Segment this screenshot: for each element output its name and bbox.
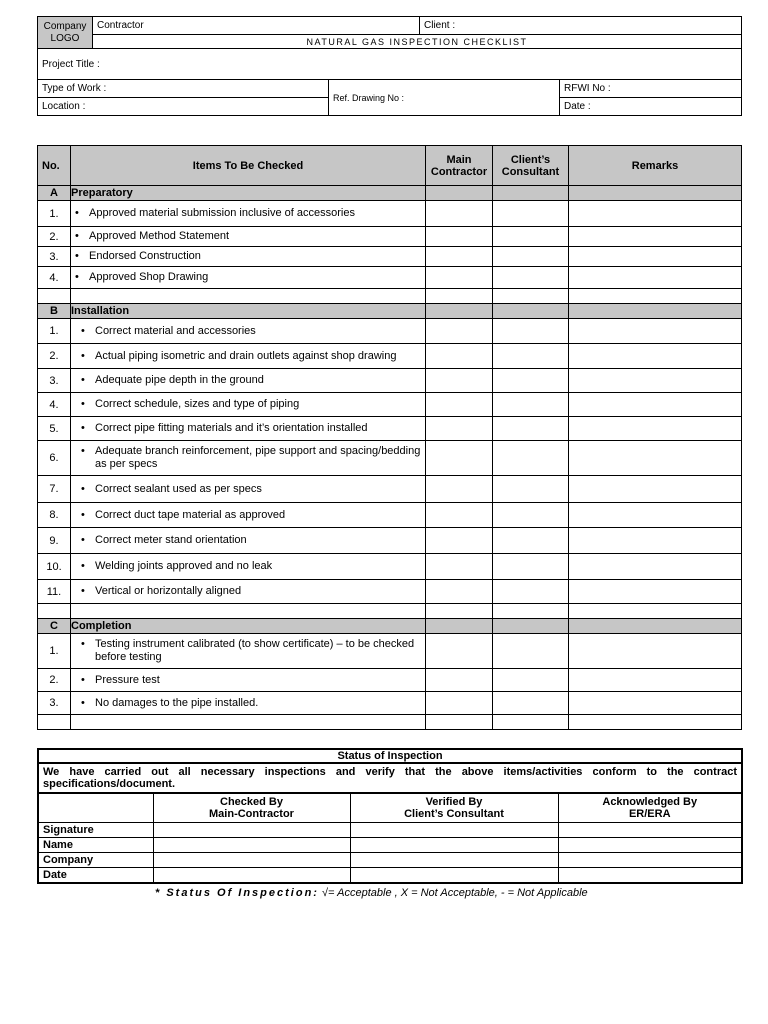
item-number: 1. (38, 319, 71, 344)
client-consultant-cell[interactable] (493, 503, 569, 528)
item-number: 2. (38, 669, 71, 692)
bullet-icon (81, 509, 95, 522)
checklist-body (38, 186, 742, 730)
item-text (75, 230, 421, 243)
item-text (75, 585, 421, 598)
item-text-cell (71, 692, 426, 715)
section-cell (493, 186, 569, 201)
verified-by-cell[interactable] (350, 838, 558, 853)
item-text (75, 271, 421, 284)
blank-row (38, 604, 742, 619)
section-cell (569, 304, 742, 319)
item-label: Testing instrument calibrated (to show certificate) – to be checked before testing (95, 638, 415, 663)
item-number: 4. (38, 267, 71, 289)
main-contractor-cell[interactable] (426, 417, 493, 441)
header-table (37, 16, 742, 116)
status-row (38, 868, 742, 884)
item-number: 11. (38, 580, 71, 604)
item-text-cell (71, 247, 426, 267)
client-field[interactable]: Client : (420, 17, 742, 35)
verified-by-label: Verified By (425, 796, 483, 808)
main-contractor-cell[interactable] (426, 528, 493, 554)
item-label: Correct material and accessories (95, 324, 256, 337)
main-contractor-cell[interactable] (426, 441, 493, 476)
item-number: 9. (38, 528, 71, 554)
item-text (75, 422, 421, 435)
item-number: 2. (38, 344, 71, 369)
blank-cell (71, 289, 426, 304)
item-number: 2. (38, 227, 71, 247)
blank-cell (493, 715, 569, 730)
client-consultant-cell[interactable] (493, 580, 569, 604)
remarks-cell[interactable] (569, 692, 742, 715)
item-text-cell (71, 369, 426, 393)
remarks-cell[interactable] (569, 369, 742, 393)
item-text-cell (71, 503, 426, 528)
bullet-icon (81, 374, 95, 387)
client-consultant-cell[interactable] (493, 634, 569, 669)
table-row (38, 369, 742, 393)
status-title: Status of Inspection (38, 749, 742, 763)
main-contractor-cell[interactable] (426, 369, 493, 393)
status-row-label: Date (38, 868, 153, 884)
main-contractor-cell[interactable] (426, 227, 493, 247)
item-text (75, 350, 421, 363)
bullet-icon (81, 445, 95, 458)
item-label: Pressure test (95, 673, 160, 686)
item-text (75, 509, 421, 522)
table-row (38, 503, 742, 528)
section-row (38, 186, 742, 201)
col-items-header: Items To Be Checked (71, 146, 426, 186)
status-statement: We have carried out all necessary inspections and verify that the above items/activities conform to the contract specifications/document. (38, 763, 742, 793)
remarks-cell[interactable] (569, 634, 742, 669)
status-row-label: Signature (38, 823, 153, 838)
item-text (75, 325, 421, 338)
checked-by-header (153, 793, 350, 823)
item-label: Correct meter stand orientation (95, 534, 247, 546)
remarks-cell[interactable] (569, 227, 742, 247)
main-contractor-cell[interactable] (426, 319, 493, 344)
client-consultant-cell[interactable] (493, 528, 569, 554)
document-title: NATURAL GAS INSPECTION CHECKLIST (93, 35, 742, 49)
blank-cell (38, 604, 71, 619)
bullet-icon (81, 560, 95, 573)
status-legend (155, 887, 588, 899)
bullet-icon (81, 422, 95, 435)
contractor-field[interactable]: Contractor (93, 17, 420, 35)
remarks-cell[interactable] (569, 528, 742, 554)
type-of-work-field[interactable]: Type of Work : (38, 80, 329, 98)
item-text (75, 398, 421, 411)
main-contractor-cell[interactable] (426, 634, 493, 669)
table-row (38, 393, 742, 417)
status-rows (38, 823, 742, 884)
main-contractor-cell[interactable] (426, 669, 493, 692)
bullet-icon (75, 230, 89, 243)
item-number: 8. (38, 503, 71, 528)
remarks-cell[interactable] (569, 417, 742, 441)
checked-by-cell[interactable] (153, 868, 350, 884)
verified-by-cell[interactable] (350, 868, 558, 884)
acknowledged-by-header (558, 793, 742, 823)
remarks-cell[interactable] (569, 393, 742, 417)
item-label: Welding joints approved and no leak (95, 560, 273, 572)
status-blank-header (38, 793, 153, 823)
item-text-cell (71, 528, 426, 554)
section-title: Completion (71, 619, 426, 634)
section-cell (493, 619, 569, 634)
blank-cell (569, 289, 742, 304)
section-row (38, 619, 742, 634)
blank-cell (569, 604, 742, 619)
client-consultant-cell[interactable] (493, 267, 569, 289)
col-client-consultant-header: Client’s Consultant (493, 146, 569, 186)
item-text-cell (71, 669, 426, 692)
remarks-cell[interactable] (569, 580, 742, 604)
col-no-header: No. (38, 146, 71, 186)
acknowledged-by-cell[interactable] (558, 838, 742, 853)
table-row (38, 441, 742, 476)
main-contractor-cell[interactable] (426, 267, 493, 289)
client-consultant-cell[interactable] (493, 669, 569, 692)
bullet-icon (81, 534, 95, 547)
item-text (75, 697, 421, 710)
remarks-cell[interactable] (569, 267, 742, 289)
blank-cell (569, 715, 742, 730)
blank-cell (38, 715, 71, 730)
bullet-icon (81, 585, 95, 598)
verified-by-cell[interactable] (350, 823, 558, 838)
item-label: Endorsed Construction (89, 250, 201, 262)
table-row (38, 669, 742, 692)
item-text (75, 445, 421, 471)
item-label: Vertical or horizontally aligned (95, 585, 242, 597)
item-label: Approved Shop Drawing (89, 271, 209, 283)
item-label: Correct pipe fitting materials and it’s orientation installed (95, 422, 368, 434)
bullet-icon (81, 638, 95, 651)
item-number: 6. (38, 441, 71, 476)
item-text (75, 483, 421, 496)
verified-by-header (350, 793, 558, 823)
item-text (75, 207, 421, 220)
company-logo: Company LOGO (38, 17, 93, 49)
client-consultant-cell[interactable] (493, 201, 569, 227)
item-text-cell (71, 201, 426, 227)
main-contractor-cell[interactable] (426, 692, 493, 715)
acknowledged-by-cell[interactable] (558, 823, 742, 838)
verified-by-role: Client’s Consultant (404, 808, 504, 820)
bullet-icon (75, 207, 89, 220)
client-consultant-cell[interactable] (493, 247, 569, 267)
main-contractor-cell[interactable] (426, 201, 493, 227)
table-row (38, 692, 742, 715)
status-row (38, 853, 742, 868)
section-title: Installation (71, 304, 426, 319)
main-contractor-cell[interactable] (426, 580, 493, 604)
main-contractor-cell[interactable] (426, 476, 493, 503)
section-letter: C (38, 619, 71, 634)
bullet-icon (81, 697, 95, 710)
section-letter: B (38, 304, 71, 319)
table-row (38, 227, 742, 247)
section-cell (426, 304, 493, 319)
client-consultant-cell[interactable] (493, 692, 569, 715)
bullet-icon (75, 250, 89, 263)
remarks-cell[interactable] (569, 201, 742, 227)
table-row (38, 554, 742, 580)
status-row (38, 838, 742, 853)
section-cell (426, 619, 493, 634)
client-consultant-cell[interactable] (493, 476, 569, 503)
acknowledged-by-label: Acknowledged By (602, 796, 698, 808)
item-label: Adequate pipe depth in the ground (95, 374, 264, 386)
client-consultant-cell[interactable] (493, 417, 569, 441)
remarks-cell[interactable] (569, 344, 742, 369)
remarks-cell[interactable] (569, 554, 742, 580)
item-text (75, 638, 421, 664)
item-text (75, 374, 421, 387)
section-title: Preparatory (71, 186, 426, 201)
item-number: 4. (38, 393, 71, 417)
project-title-field[interactable]: Project Title : (38, 49, 742, 80)
section-cell (426, 186, 493, 201)
checked-by-label: Checked By (220, 796, 283, 808)
item-label: Adequate branch reinforcement, pipe support and spacing/bedding as per specs (95, 445, 421, 470)
table-row (38, 201, 742, 227)
item-label: Correct duct tape material as approved (95, 508, 286, 521)
item-number: 3. (38, 247, 71, 267)
item-text-cell (71, 393, 426, 417)
item-text (75, 560, 421, 573)
item-number: 1. (38, 201, 71, 227)
col-remarks-header: Remarks (569, 146, 742, 186)
client-consultant-cell[interactable] (493, 554, 569, 580)
item-number: 5. (38, 417, 71, 441)
client-consultant-cell[interactable] (493, 393, 569, 417)
section-row (38, 304, 742, 319)
remarks-cell[interactable] (569, 319, 742, 344)
table-row (38, 476, 742, 503)
status-row-label: Company (38, 853, 153, 868)
blank-cell (493, 604, 569, 619)
legend-text: √= Acceptable , X = Not Acceptable, - = Not Applicable (318, 887, 588, 899)
blank-cell (426, 289, 493, 304)
bullet-icon (81, 325, 95, 338)
checked-by-cell[interactable] (153, 838, 350, 853)
checked-by-cell[interactable] (153, 853, 350, 868)
item-text-cell (71, 441, 426, 476)
item-text-cell (71, 267, 426, 289)
table-row (38, 528, 742, 554)
item-text-cell (71, 417, 426, 441)
main-contractor-cell[interactable] (426, 247, 493, 267)
main-contractor-cell[interactable] (426, 344, 493, 369)
item-label: Actual piping isometric and drain outlets against shop drawing (95, 349, 397, 362)
item-text-cell (71, 344, 426, 369)
bullet-icon (81, 398, 95, 411)
bullet-icon (75, 271, 89, 284)
item-label: No damages to the pipe installed. (95, 696, 259, 709)
blank-cell (493, 289, 569, 304)
client-consultant-cell[interactable] (493, 369, 569, 393)
item-text (75, 534, 421, 547)
section-cell (569, 619, 742, 634)
table-row (38, 344, 742, 369)
item-text-cell (71, 580, 426, 604)
legend-label: * Status Of Inspection: (155, 887, 319, 899)
item-text-cell (71, 554, 426, 580)
main-contractor-cell[interactable] (426, 393, 493, 417)
item-text-cell (71, 227, 426, 247)
blank-cell (426, 604, 493, 619)
checklist-table (37, 145, 742, 730)
location-field[interactable]: Location : (38, 98, 329, 116)
client-consultant-cell[interactable] (493, 227, 569, 247)
item-label: Correct schedule, sizes and type of piping (95, 398, 300, 410)
blank-cell (426, 715, 493, 730)
section-letter: A (38, 186, 71, 201)
remarks-cell[interactable] (569, 669, 742, 692)
main-contractor-cell[interactable] (426, 503, 493, 528)
item-text (75, 250, 421, 263)
item-number: 7. (38, 476, 71, 503)
blank-cell (38, 289, 71, 304)
item-number: 3. (38, 369, 71, 393)
item-label: Approved material submission inclusive of accessories (89, 207, 355, 219)
bullet-icon (81, 674, 95, 687)
item-number: 10. (38, 554, 71, 580)
acknowledged-by-role: ER/ERA (628, 808, 671, 820)
status-row-label: Name (38, 838, 153, 853)
verified-by-cell[interactable] (350, 853, 558, 868)
table-row (38, 319, 742, 344)
section-cell (493, 304, 569, 319)
acknowledged-by-cell[interactable] (558, 868, 742, 884)
status-row (38, 823, 742, 838)
col-main-contractor-header: Main Contractor (426, 146, 493, 186)
rfwi-field[interactable]: RFWI No : (560, 80, 742, 98)
item-number: 1. (38, 634, 71, 669)
main-contractor-cell[interactable] (426, 554, 493, 580)
table-row (38, 267, 742, 289)
section-cell (569, 186, 742, 201)
blank-row (38, 715, 742, 730)
checked-by-cell[interactable] (153, 823, 350, 838)
table-row (38, 580, 742, 604)
client-consultant-cell[interactable] (493, 319, 569, 344)
item-text (75, 674, 421, 687)
client-consultant-cell[interactable] (493, 441, 569, 476)
item-text-cell (71, 476, 426, 503)
date-field[interactable]: Date : (560, 98, 742, 116)
blank-cell (71, 604, 426, 619)
item-text-cell (71, 634, 426, 669)
table-row (38, 634, 742, 669)
remarks-cell[interactable] (569, 476, 742, 503)
client-consultant-cell[interactable] (493, 344, 569, 369)
ref-drawing-field[interactable]: Ref. Drawing No : (329, 80, 560, 116)
item-label: Correct sealant used as per specs (95, 482, 262, 495)
acknowledged-by-cell[interactable] (558, 853, 742, 868)
remarks-cell[interactable] (569, 441, 742, 476)
item-text-cell (71, 319, 426, 344)
table-row (38, 417, 742, 441)
blank-row (38, 289, 742, 304)
table-row (38, 247, 742, 267)
item-label: Approved Method Statement (89, 230, 230, 242)
checked-by-role: Main-Contractor (209, 808, 294, 820)
bullet-icon (81, 483, 95, 496)
remarks-cell[interactable] (569, 247, 742, 267)
blank-cell (71, 715, 426, 730)
item-number: 3. (38, 692, 71, 715)
bullet-icon (81, 350, 95, 363)
remarks-cell[interactable] (569, 503, 742, 528)
status-table (37, 748, 743, 884)
